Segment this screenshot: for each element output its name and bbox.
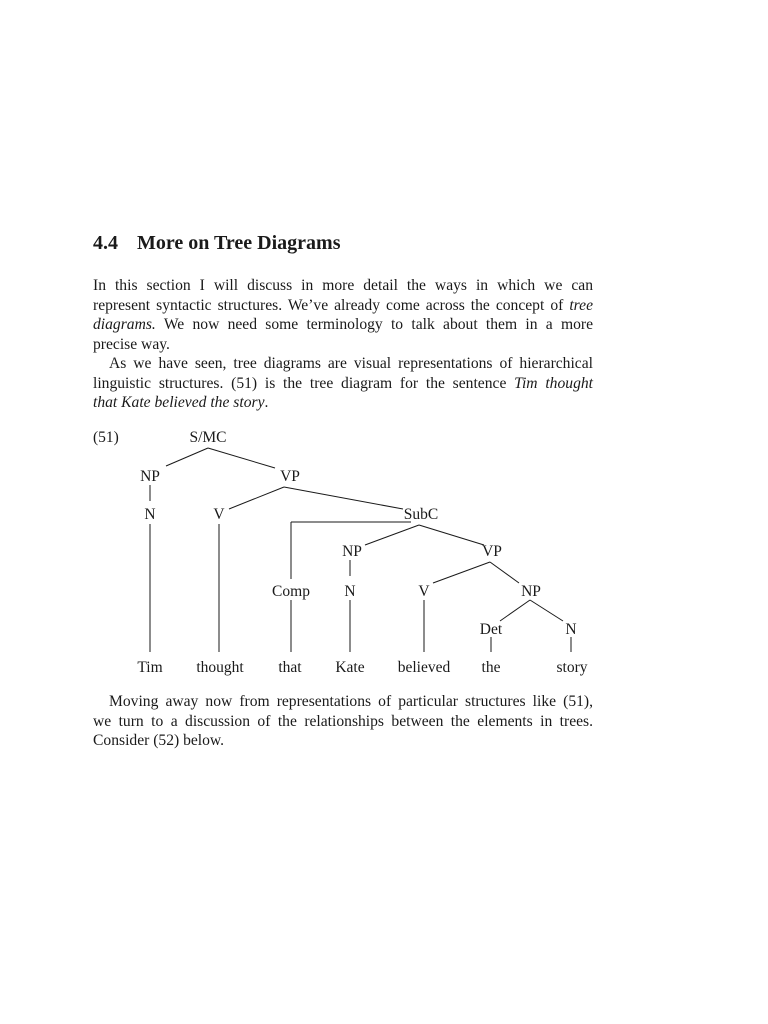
tree-leaf: thought	[196, 659, 244, 676]
tree-leaf: the	[481, 659, 501, 676]
tree-node: NP	[342, 543, 362, 560]
branch	[419, 525, 484, 545]
branch	[166, 448, 208, 466]
tree-leaf: Tim	[137, 659, 163, 676]
tree-node: Comp	[272, 583, 310, 600]
example-number: (51)	[93, 429, 119, 446]
branch	[433, 562, 490, 583]
italic-term: diagrams.	[93, 316, 156, 333]
tree-leaf: Kate	[335, 659, 365, 676]
tree-node: S/MC	[189, 429, 227, 446]
tree-node: N	[565, 621, 577, 638]
text-line: linguistic structures. (51) is the tree diagram for the sentence Tim thought	[93, 374, 593, 392]
section-number: 4.4	[93, 232, 118, 254]
tree-node: NP	[140, 468, 160, 485]
tree-node: N	[344, 583, 356, 600]
tree-node: SubC	[403, 506, 439, 523]
branch	[500, 600, 530, 621]
italic-example: Tim thought	[514, 374, 593, 392]
paragraph-transition	[93, 692, 593, 751]
tree-node: NP	[521, 583, 541, 600]
tree-node: VP	[280, 468, 300, 485]
italic-term: tree	[569, 296, 593, 314]
branch	[530, 600, 563, 621]
tree-labels	[93, 429, 588, 676]
tree-leaf: that	[278, 659, 302, 676]
text-line: In this section I will discuss in more detail the ways in which we can	[93, 277, 593, 294]
branch	[284, 487, 403, 509]
text-line: that Kate believed the story.	[93, 394, 269, 411]
tree-node: Det	[479, 621, 503, 638]
text-line: represent syntactic structures. We’ve already come across the concept of tree	[93, 296, 593, 314]
italic-example: that Kate believed the story	[93, 394, 265, 411]
tree-node: V	[418, 583, 430, 600]
branch	[208, 448, 275, 468]
text-line: diagrams. We now need some terminology to talk about them in a more	[93, 316, 593, 333]
tree-node: V	[213, 506, 225, 523]
text-line: Consider (52) below.	[93, 732, 225, 749]
tree-node: N	[144, 506, 156, 523]
branch	[365, 525, 419, 545]
section-title: More on Tree Diagrams	[137, 232, 341, 254]
text-line: Moving away now from representations of particular structures like (51),	[109, 693, 593, 710]
tree-node: VP	[482, 543, 502, 560]
text-line: we turn to a discussion of the relationships between the elements in trees.	[93, 712, 593, 730]
text-line: As we have seen, tree diagrams are visual representations of hierarchical	[109, 355, 593, 372]
tree-leaf: believed	[397, 659, 451, 676]
text-line: precise way.	[93, 335, 170, 353]
branch	[229, 487, 284, 509]
tree-leaf: story	[556, 659, 588, 676]
branch	[490, 562, 519, 583]
